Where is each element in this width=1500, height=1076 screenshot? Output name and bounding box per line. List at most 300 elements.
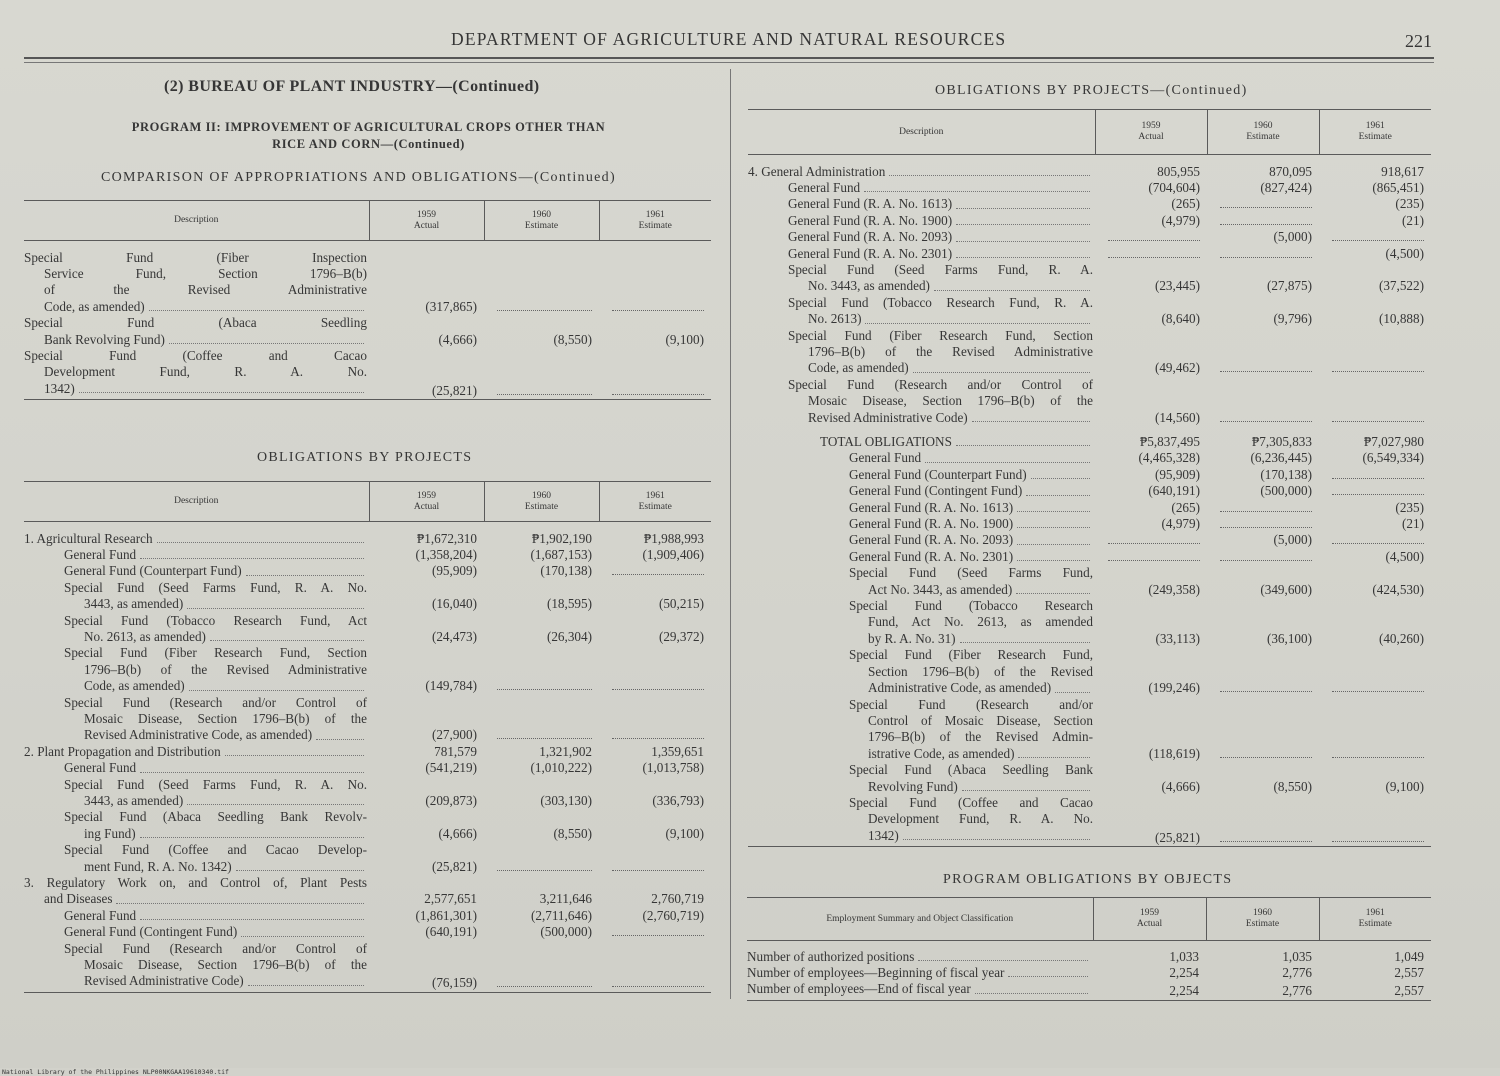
description-line: Special Fund (Seed Farms Fund, R. A. No. — [64, 776, 367, 792]
description-line — [849, 746, 1093, 762]
value-1960 — [1207, 532, 1319, 548]
value-1960 — [1207, 483, 1319, 499]
value-1961 — [1319, 795, 1431, 847]
description-line: 1796–B(b) of the Revised Admin- — [868, 729, 1093, 745]
cell-value: (8,550) — [553, 825, 592, 841]
value-1961 — [1319, 295, 1431, 328]
empty-leader — [1332, 841, 1424, 842]
empty-leader — [497, 738, 592, 739]
column-header-description: Employment Summary and Object Classification — [747, 898, 1093, 941]
column-header-1960 — [484, 201, 599, 241]
row-description — [748, 500, 1095, 516]
cell-value: (23,445) — [1154, 278, 1200, 294]
value-1961 — [599, 924, 711, 940]
value-1960 — [1207, 598, 1319, 647]
value-1961 — [1319, 697, 1431, 763]
leader-dots — [236, 870, 364, 871]
leader-dots — [956, 241, 1090, 242]
value-1959 — [369, 809, 484, 842]
column-header-kind: Actual — [1136, 919, 1163, 929]
empty-leader — [1108, 257, 1200, 258]
column-header-year: 1959 — [1140, 908, 1159, 918]
value-1961 — [599, 315, 711, 348]
description-line: Special Fund (Fiber Research Fund, Section — [64, 645, 367, 661]
description-text: Act No. 3443, as amended) — [868, 581, 1013, 597]
empty-leader — [612, 394, 704, 395]
cell-value: (640,191) — [1148, 483, 1200, 499]
cell-value: (199,246) — [1148, 680, 1200, 696]
description-line — [849, 516, 1093, 532]
leader-dots — [865, 323, 1090, 324]
value-1959 — [1095, 500, 1207, 516]
description-line — [24, 332, 367, 348]
column-header-year: 1960 — [532, 209, 551, 220]
leader-dots — [889, 175, 1090, 176]
description-line — [849, 483, 1093, 499]
description-line — [788, 246, 1093, 262]
table-row — [748, 295, 1431, 328]
empty-leader — [612, 870, 704, 871]
header-title: DEPARTMENT OF AGRICULTURE AND NATURAL RESOURCES — [451, 29, 1007, 49]
table-row — [24, 531, 711, 547]
table-row — [748, 467, 1431, 483]
cell-value: (1,909,406) — [642, 546, 704, 562]
column-header-kind: Estimate — [638, 501, 672, 512]
value-1959 — [369, 908, 484, 924]
table-row — [748, 213, 1431, 229]
value-1961 — [599, 580, 711, 613]
cell-value: (303,130) — [540, 793, 592, 808]
row-description — [748, 532, 1095, 548]
description-text: 2. Plant Propagation and Distribution — [24, 743, 221, 759]
description-text: General Fund — [788, 179, 861, 195]
description-text: and Diseases — [44, 891, 113, 907]
empty-leader — [1220, 371, 1312, 372]
description-text: Number of employees—End of fiscal year — [747, 981, 971, 997]
leader-dots — [1016, 593, 1090, 594]
row-description — [748, 213, 1095, 229]
description-text: General Fund (Counterpart Fund) — [849, 466, 1027, 482]
description-line: Special Fund (Research and/or — [849, 696, 1093, 712]
cell-value: (21) — [1402, 212, 1424, 228]
value-1959 — [1095, 213, 1207, 229]
value-1959 — [1093, 981, 1206, 1000]
description-text: Revised Administrative Code) — [84, 973, 244, 989]
value-1960 — [484, 348, 599, 400]
table-row — [748, 565, 1431, 598]
value-1961 — [599, 744, 711, 760]
column-header-kind: Estimate — [524, 220, 559, 231]
value-1961 — [1319, 180, 1431, 196]
empty-leader — [1220, 691, 1312, 692]
description-text: 3443, as amended) — [84, 793, 184, 808]
cell-value: (16,040) — [431, 596, 477, 612]
description-line — [820, 434, 1093, 450]
column-header-kind: Actual — [413, 220, 440, 231]
leader-dots — [956, 257, 1090, 258]
cell-value: 1,033 — [1169, 948, 1199, 964]
value-1959 — [369, 760, 484, 776]
description-text: General Fund — [64, 907, 137, 923]
description-line — [64, 596, 367, 612]
obligations-continued-table — [748, 109, 1431, 847]
value-1960 — [1207, 549, 1319, 565]
cell-value: ₱1,672,310 — [416, 530, 477, 546]
table-row — [748, 450, 1431, 466]
cell-value: (1,013,758) — [642, 760, 704, 776]
empty-leader — [1332, 371, 1424, 372]
value-1960 — [1207, 196, 1319, 212]
description-line: Service Fund, Section 1796–B(b) — [44, 265, 367, 281]
cell-value: (9,100) — [665, 331, 704, 347]
value-1960 — [484, 760, 599, 776]
description-line — [849, 450, 1093, 466]
obligations-table — [24, 481, 711, 993]
row-description — [24, 547, 369, 563]
table-row — [748, 229, 1431, 245]
table-row — [24, 908, 711, 924]
row-description — [748, 565, 1095, 598]
description-line: Special Fund (Coffee and Cacao Develop- — [64, 842, 367, 858]
description-line: Special Fund (Fiber Research Fund, — [849, 647, 1093, 663]
cell-value: (640,191) — [425, 924, 477, 940]
value-1961 — [1319, 483, 1431, 499]
description-text: General Fund (R. A. No. 2093) — [788, 229, 953, 245]
value-1960 — [1206, 981, 1319, 1000]
description-text: Number of authorized positions — [747, 948, 915, 964]
description-line — [788, 410, 1093, 426]
description-text: No. 3443, as amended) — [808, 278, 930, 294]
value-1959 — [369, 645, 484, 694]
leader-dots — [956, 208, 1090, 209]
leader-dots — [140, 772, 364, 773]
value-1959 — [369, 315, 484, 348]
cell-value: (336,793) — [652, 793, 704, 808]
value-1959 — [369, 744, 484, 760]
description-line — [747, 965, 1091, 981]
leader-dots — [934, 290, 1090, 291]
empty-leader — [1220, 757, 1312, 758]
value-1961 — [1319, 246, 1431, 262]
empty-leader — [1332, 543, 1424, 544]
column-header-kind: Estimate — [638, 220, 672, 231]
table-row — [24, 777, 711, 810]
row-description — [24, 348, 369, 400]
table-row — [748, 647, 1431, 696]
column-header-1961 — [1319, 898, 1431, 941]
value-1960 — [1207, 164, 1319, 180]
description-line — [849, 500, 1093, 516]
leader-dots — [116, 903, 364, 904]
cell-value: (317,865) — [425, 298, 477, 314]
value-1960 — [484, 695, 599, 744]
value-1960 — [1207, 500, 1319, 516]
value-1959 — [1095, 549, 1207, 565]
description-line — [849, 779, 1093, 795]
value-1960 — [484, 645, 599, 694]
description-text: Code, as amended) — [44, 298, 145, 314]
column-header-year: 1960 — [532, 490, 551, 501]
column-header-1960 — [484, 482, 599, 522]
table-row — [24, 744, 711, 760]
description-text: General Fund (R. A. No. 1900) — [788, 212, 953, 228]
table-row — [748, 180, 1431, 196]
description-line — [747, 949, 1091, 965]
table-row — [24, 348, 711, 400]
comparison-title: COMPARISON OF APPROPRIATIONS AND OBLIGATIONS—(Continued) — [101, 170, 616, 185]
cell-value: (1,358,204) — [415, 546, 477, 562]
description-line: 1796–B(b) of the Revised Administrative — [808, 343, 1093, 359]
column-header-row — [748, 110, 1431, 155]
table-row — [747, 949, 1431, 965]
value-1961 — [1319, 565, 1431, 598]
description-line — [64, 859, 367, 875]
value-1961 — [599, 547, 711, 563]
description-text: 1342) — [868, 827, 899, 843]
empty-leader — [612, 935, 704, 936]
value-1961 — [1319, 516, 1431, 532]
table-row — [24, 645, 711, 694]
column-divider — [730, 69, 731, 999]
table-row — [24, 695, 711, 744]
cell-value: (4,500) — [1385, 548, 1424, 564]
description-text: by R. A. No. 31) — [868, 630, 956, 646]
row-description — [748, 697, 1095, 763]
cell-value: (265) — [1171, 499, 1200, 515]
empty-leader — [497, 394, 592, 395]
description-line: Special Fund (Abaca Seedling Bank — [849, 762, 1093, 778]
cell-value: 805,955 — [1157, 163, 1200, 179]
value-1959 — [369, 695, 484, 744]
value-1959 — [1095, 467, 1207, 483]
description-text: General Fund — [64, 760, 137, 776]
value-1959 — [1095, 795, 1207, 847]
obligations-continued-title: OBLIGATIONS BY PROJECTS—(Continued) — [935, 83, 1248, 98]
description-line — [64, 973, 367, 989]
value-1960 — [1207, 795, 1319, 847]
description-text: Administrative Code, as amended) — [868, 680, 1052, 696]
description-line — [24, 744, 367, 760]
empty-leader — [612, 689, 704, 690]
leader-dots — [913, 372, 1090, 373]
empty-leader — [497, 986, 592, 987]
value-1961 — [1319, 262, 1431, 295]
description-line: Special Fund (Tobacco Research — [849, 598, 1093, 614]
cell-value: (26,304) — [546, 628, 592, 644]
leader-dots — [241, 936, 364, 937]
row-description — [24, 941, 369, 993]
leader-dots — [1031, 478, 1090, 479]
header-rule — [24, 57, 1434, 59]
value-1959 — [1095, 246, 1207, 262]
row-description — [24, 613, 369, 646]
spacer-row — [747, 941, 1431, 949]
cell-value: (8,640) — [1161, 311, 1200, 327]
table-row — [748, 697, 1431, 763]
leader-dots — [187, 804, 364, 805]
cell-value: 2,254 — [1169, 983, 1199, 999]
leader-dots — [1017, 560, 1090, 561]
value-1960 — [484, 875, 599, 908]
leader-dots — [79, 392, 364, 393]
table-row — [24, 941, 711, 993]
row-description — [24, 760, 369, 776]
description-text: General Fund (R. A. No. 2301) — [788, 245, 953, 261]
column-header-1960 — [1207, 110, 1319, 155]
value-1961 — [599, 695, 711, 744]
description-line — [64, 547, 367, 563]
leader-dots — [975, 993, 1088, 994]
cell-value: (349,600) — [1260, 581, 1312, 597]
row-description — [24, 315, 369, 348]
cell-value: (29,372) — [658, 628, 704, 644]
value-1961 — [1319, 532, 1431, 548]
row-description — [24, 645, 369, 694]
description-line: 3. Regulatory Work on, and Control of, Plant Pests — [24, 875, 367, 891]
column-header-year: 1959 — [417, 209, 436, 220]
description-text: istrative Code, as amended) — [868, 745, 1015, 761]
empty-leader — [497, 689, 592, 690]
description-text: General Fund (R. A. No. 1613) — [849, 499, 1014, 515]
row-description — [748, 795, 1095, 847]
value-1959 — [369, 250, 484, 316]
cell-value: (25,821) — [431, 858, 477, 874]
cell-value: (4,979) — [1161, 516, 1200, 532]
page-header — [0, 29, 1500, 53]
description-line — [64, 563, 367, 579]
value-1960 — [1207, 213, 1319, 229]
row-description — [24, 695, 369, 744]
cell-value: ₱5,837,495 — [1139, 434, 1200, 449]
table-row — [748, 483, 1431, 499]
description-line: Section 1796–B(b) of the Revised — [868, 663, 1093, 679]
cell-value: (6,549,334) — [1362, 450, 1424, 466]
leader-dots — [225, 755, 364, 756]
value-1959 — [1095, 532, 1207, 548]
header-rule-thin — [24, 62, 1434, 63]
column-header-year: 1961 — [1365, 908, 1385, 918]
description-line — [849, 680, 1093, 696]
column-header-kind: Estimate — [1358, 132, 1392, 142]
value-1959 — [1095, 565, 1207, 598]
leader-dots — [187, 608, 364, 609]
program-title-line1: PROGRAM II: IMPROVEMENT OF AGRICULTURAL CROPS OTHER THAN — [131, 120, 606, 134]
value-1960 — [1207, 246, 1319, 262]
table-row — [24, 580, 711, 613]
description-text: ment Fund, R. A. No. 1342) — [84, 858, 232, 874]
empty-leader — [1332, 757, 1424, 758]
table-row — [24, 563, 711, 579]
description-line — [24, 299, 367, 315]
description-line — [849, 828, 1093, 844]
row-description — [748, 246, 1095, 262]
table-row — [24, 875, 711, 908]
leader-dots — [1017, 511, 1090, 512]
cell-value: (9,100) — [665, 825, 704, 841]
cell-value: (1,861,301) — [415, 907, 477, 923]
empty-leader — [1220, 207, 1312, 208]
value-1961 — [599, 908, 711, 924]
column-header-row — [24, 201, 711, 241]
value-1960 — [484, 531, 599, 547]
column-header-year: 1961 — [645, 490, 665, 501]
description-line: Special Fund (Coffee and Cacao — [849, 794, 1093, 810]
table-row — [748, 532, 1431, 548]
empty-leader — [497, 310, 592, 311]
cell-value: (37,522) — [1378, 278, 1424, 294]
value-1959 — [1095, 377, 1207, 426]
column-header-1959 — [369, 482, 484, 522]
cell-value: (27,900) — [431, 727, 477, 743]
value-1960 — [1206, 965, 1319, 981]
cell-value: (118,619) — [1148, 745, 1200, 761]
cell-value: 918,617 — [1381, 163, 1424, 179]
row-description — [747, 949, 1093, 965]
cell-value: 2,776 — [1282, 983, 1312, 999]
cell-value: (8,550) — [553, 331, 592, 347]
description-line — [64, 760, 367, 776]
cell-value: ₱1,988,993 — [643, 530, 704, 546]
value-1960 — [484, 315, 599, 348]
table-row — [748, 262, 1431, 295]
empty-leader — [1108, 560, 1200, 561]
value-1960 — [484, 613, 599, 646]
description-line — [64, 629, 367, 645]
table-row — [24, 613, 711, 646]
cell-value: (500,000) — [540, 924, 592, 940]
value-1961 — [1319, 500, 1431, 516]
cell-value: (49,462) — [1154, 360, 1200, 376]
empty-leader — [1332, 691, 1424, 692]
value-1960 — [484, 842, 599, 875]
column-header-year: 1960 — [1253, 121, 1273, 131]
description-line — [788, 180, 1093, 196]
empty-leader — [1332, 240, 1424, 241]
column-header-1960 — [1206, 898, 1319, 941]
table-row — [24, 250, 711, 316]
value-1961 — [1319, 949, 1431, 965]
empty-leader — [1108, 543, 1200, 544]
cell-value: 2,254 — [1169, 964, 1199, 980]
leader-dots — [864, 191, 1090, 192]
leader-dots — [1008, 976, 1088, 977]
leader-dots — [169, 343, 364, 344]
value-1961 — [1319, 196, 1431, 212]
leader-dots — [140, 558, 364, 559]
value-1961 — [599, 809, 711, 842]
table-row — [748, 516, 1431, 532]
value-1960 — [1207, 262, 1319, 295]
leader-dots — [1026, 495, 1090, 496]
leader-dots — [1055, 692, 1090, 693]
description-text: General Fund (R. A. No. 1613) — [788, 196, 953, 212]
leader-dots — [157, 542, 364, 543]
description-line: Special Fund (Seed Farms Fund, — [849, 565, 1093, 581]
leader-dots — [1017, 544, 1090, 545]
description-text: 3443, as amended) — [84, 596, 184, 612]
cell-value: (704,604) — [1148, 179, 1200, 195]
table-row — [748, 196, 1431, 212]
cell-value: (8,550) — [1273, 778, 1312, 794]
cell-value: (33,113) — [1155, 630, 1200, 646]
description-line: of the Revised Administrative — [44, 282, 367, 298]
leader-dots — [972, 421, 1090, 422]
row-description — [748, 328, 1095, 377]
table-row — [748, 377, 1431, 426]
value-1959 — [1095, 697, 1207, 763]
cell-value: (2,711,646) — [530, 907, 592, 923]
row-description — [24, 250, 369, 316]
